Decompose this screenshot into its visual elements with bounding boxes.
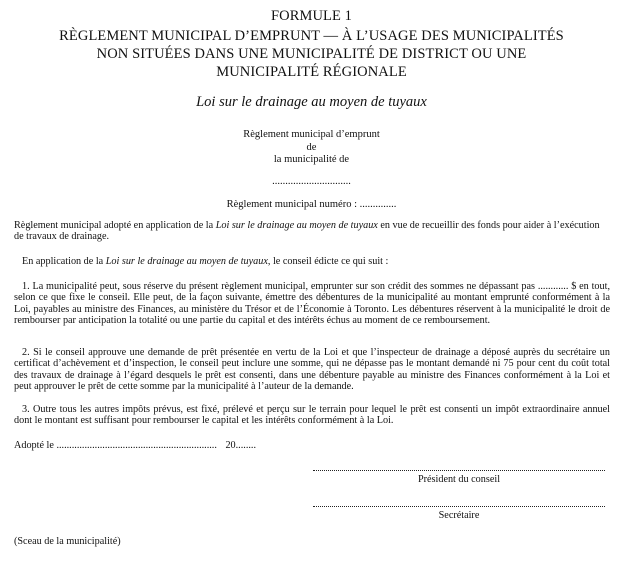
intro-act-reference: Loi sur le drainage au moyen de tuyaux xyxy=(215,220,378,231)
secretary-signature-line xyxy=(313,506,605,507)
president-label: Président du conseil xyxy=(417,474,501,485)
adoption-year: 20........ xyxy=(225,440,256,451)
enactment-clause: En application de la Loi sur le drainage au moyen de tuyaux, le conseil édicte ce qui suit : xyxy=(22,256,389,267)
president-signature-line xyxy=(313,470,605,471)
adoption-line xyxy=(14,440,256,452)
municipality-name-blank: .............................. xyxy=(272,176,351,187)
section-1: 1. La municipalité peut, sous réserve du présent règlement municipal, emprunter sur son crédit des sommes ne dépassant pas ............ $ en tout, selon ce que fixe le conseil. Elle peut, de la façon suivante, émettre des débentures de la municipalité au montant emprunté conformément à la Loi, payables au ministre des Finances, au ministère du Trésor et de l’Économie à Toronto. Les débentures réservent à la municipalité le droit de rembourser par anticipation la totalité ou une partie du capital et des intérêts échus au moment de ce remboursement. xyxy=(14,281,610,327)
enactment-act-reference: Loi sur le drainage au moyen de tuyaux xyxy=(105,256,268,267)
bylaw-number-label: Règlement municipal numéro : .............. xyxy=(226,199,397,210)
adoption-label: Adopté le xyxy=(14,440,54,451)
section-2: 2. Si le conseil approuve une demande de prêt présentée en vertu de la Loi et que l’inspecteur de drainage a déposé auprès du secrétaire un certificat d’achèvement et d’inspection, le conseil peut inclure une somme, qui ne dépasse pas le montant demandé ni 75 pour cent du coût total des travaux de drainage à l’égard desquels le prêt est consenti, dans une débenture payable au ministre des Finances conformément à la Loi et peut approuver le prêt de cette somme par la municipalité à l’auteur de la demande. xyxy=(14,347,610,393)
form-title-line-3: MUNICIPALITÉ RÉGIONALE xyxy=(216,64,407,80)
adoption-date-blank: ............................................................... xyxy=(56,440,217,451)
section-3: 3. Outre tous les autres impôts prévus, est fixé, prélevé et perçu sur le terrain pour lequel le prêt est consenti un impôt extraordinaire annuel dont le montant est suffisant pour rembourser le capital et les intérêts conformément à la Loi. xyxy=(14,404,610,427)
form-title-line-2: NON SITUÉES DANS UNE MUNICIPALITÉ DE DISTRICT OU UNE xyxy=(96,46,527,62)
act-title: Loi sur le drainage au moyen de tuyaux xyxy=(196,94,427,110)
bylaw-heading-line-1: Règlement municipal d’emprunt xyxy=(243,129,380,140)
form-title-line-1: RÈGLEMENT MUNICIPAL D’EMPRUNT — À L’USAGE DES MUNICIPALITÉS xyxy=(59,28,564,44)
municipal-seal-label: (Sceau de la municipalité) xyxy=(14,536,121,547)
bylaw-heading-line-3: la municipalité de xyxy=(273,154,350,165)
form-number: FORMULE 1 xyxy=(270,8,353,24)
bylaw-heading-line-2: de xyxy=(306,142,317,153)
intro-paragraph: Règlement municipal adopté en application de la Loi sur le drainage au moyen de tuyaux en vue de recueillir des fonds pour aider à l’exécution de travaux de drainage. xyxy=(14,220,600,243)
secretary-label: Secrétaire xyxy=(438,510,480,521)
